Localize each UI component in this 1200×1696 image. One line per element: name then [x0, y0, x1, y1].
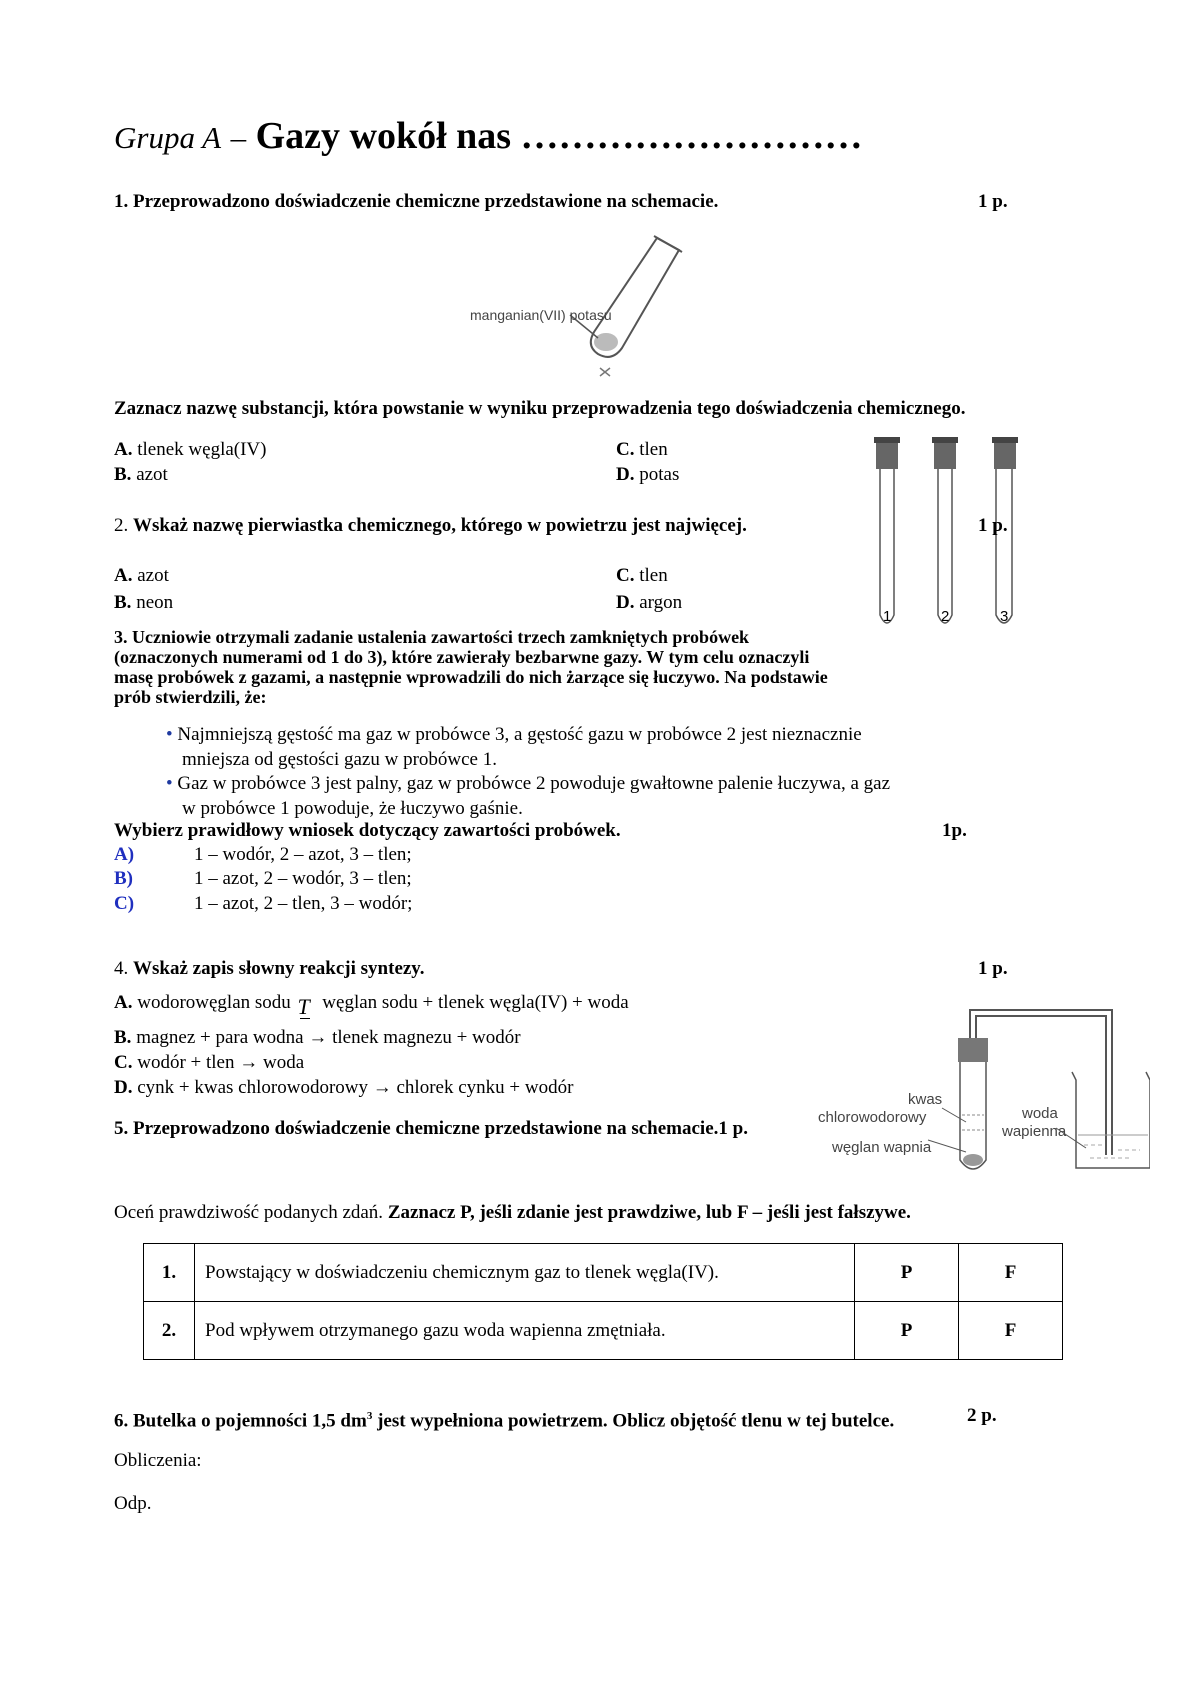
- q4-option-b[interactable]: B. magnez + para wodna → tlenek magnezu + wodór: [114, 1027, 521, 1048]
- q3-option-a[interactable]: A) 1 – wodór, 2 – azot, 3 – tlen;: [114, 844, 412, 865]
- page-title: Grupa A – Gazy wokół nas ………………………: [114, 115, 863, 157]
- tube-label-3: 3: [1000, 608, 1009, 625]
- label-woda: woda: [1022, 1105, 1058, 1122]
- q3-points: 1p.: [942, 820, 967, 841]
- label-kwas: kwas: [908, 1091, 943, 1108]
- q3-option-c[interactable]: C) 1 – azot, 2 – tlen, 3 – wodór;: [114, 893, 413, 914]
- q5-heading: 5. Przeprowadzono doświadczenie chemiczne przedstawione na schemacie.1 p.: [114, 1118, 748, 1139]
- q2-points: 1 p.: [978, 515, 1008, 536]
- label-weglan-wapnia: węglan wapnia: [832, 1139, 932, 1156]
- q6-calc-label[interactable]: Obliczenia:: [114, 1450, 202, 1471]
- q1-option-b[interactable]: B. azot: [114, 464, 168, 485]
- row1-true-cell[interactable]: P: [855, 1244, 959, 1302]
- q1-option-a[interactable]: A. tlenek węgla(IV): [114, 439, 267, 460]
- q1-heading: 1. Przeprowadzono doświadczenie chemiczne przedstawione na schemacie.: [114, 191, 719, 212]
- q1-option-c[interactable]: C. tlen: [616, 439, 668, 460]
- group-label: Grupa A: [114, 120, 222, 155]
- tube-label-2: 2: [941, 608, 950, 625]
- q2-heading: 2. Wskaż nazwę pierwiastka chemicznego, którego w powietrzu jest najwięcej.: [114, 515, 747, 536]
- tube-label-1: 1: [883, 608, 892, 625]
- q6-answer-label[interactable]: Odp.: [114, 1493, 152, 1514]
- row1-false-cell[interactable]: F: [959, 1244, 1063, 1302]
- q6-points: 2 p.: [967, 1405, 997, 1426]
- q4-heading: 4. Wskaż zapis słowny reakcji syntezy.: [114, 958, 425, 979]
- test-tube-icon: [570, 236, 682, 376]
- true-false-table: [143, 1243, 1063, 1360]
- q4-option-a[interactable]: A. wodorowęglan sodu T węglan sodu + tlenek węgla(IV) + woda: [114, 992, 629, 1019]
- q3-bullet-2: • Gaz w probówce 3 jest palny, gaz w probówce 2 powoduje gwałtowne palenie łuczywa, a gaz w probówce 1 powoduje, że łuczywo gaśnie.: [166, 773, 890, 819]
- q4-points: 1 p.: [978, 958, 1008, 979]
- q2-option-b[interactable]: B. neon: [114, 592, 174, 613]
- row2-false-cell[interactable]: F: [959, 1302, 1063, 1360]
- q2-option-d[interactable]: D. argon: [616, 592, 683, 613]
- q3-bullet-1: • Najmniejszą gęstość ma gaz w probówce 3, a gęstość gazu w probówce 2 jest nieznacznie mniejsza od gęstości gazu w probówce 1.: [166, 724, 862, 770]
- arrow-label-t: T: [297, 994, 310, 1019]
- q5-apparatus-figure: [810, 1000, 1150, 1175]
- title-text: Gazy wokół nas ………………………: [255, 115, 863, 157]
- row2-true-cell[interactable]: P: [855, 1302, 959, 1360]
- arrow-underscore: [300, 1018, 310, 1019]
- label-chlorowodorowy: chlorowodorowy: [818, 1109, 927, 1126]
- three-tubes-figure: [870, 435, 1040, 645]
- q4-option-c[interactable]: C. wodór + tlen → woda: [114, 1052, 305, 1073]
- q2-option-c[interactable]: C. tlen: [616, 565, 668, 586]
- label-wapienna: wapienna: [1002, 1123, 1067, 1140]
- q1-option-d[interactable]: D. potas: [616, 464, 680, 485]
- table-row: 1. Powstający w doświadczeniu chemicznym gaz to tlenek węgla(IV). P F: [144, 1244, 1063, 1302]
- q1-figure-label: manganian(VII) potasu: [470, 307, 612, 323]
- q2-option-a[interactable]: A. azot: [114, 565, 169, 586]
- q3-intro: 3. Uczniowie otrzymali zadanie ustalenia zawartości trzech zamkniętych probówek (oznaczonych numerami od 1 do 3), które zawierały bezbarwne gazy. W tym celu oznaczyli masę probówek z gazami, a następnie wprowadzili do nich żarzące się łuczywo. Na podstawie prób stwierdzili, że:: [114, 627, 828, 707]
- table-row: 2. Pod wpływem otrzymanego gazu woda wapienna zmętniała. P F: [144, 1302, 1063, 1360]
- q6-heading: 6. Butelka o pojemności 1,5 $dm^3$ jest wypełniona powietrzem. Oblicz objętość tlenu w tej butelce.: [114, 1410, 895, 1432]
- q1-points: 1 p.: [978, 191, 1008, 212]
- apparatus-icon: [928, 1010, 1150, 1169]
- q4-option-d[interactable]: D. cynk + kwas chlorowodorowy → chlorek cynku + wodór: [114, 1077, 574, 1098]
- q5-instruction: Oceń prawdziwość podanych zdań. Zaznacz P, jeśli zdanie jest prawdziwe, lub F – jeśli jest fałszywe.: [114, 1202, 911, 1223]
- q1-test-tube-figure: [460, 230, 750, 390]
- q3-option-b[interactable]: B) 1 – azot, 2 – wodór, 3 – tlen;: [114, 868, 412, 889]
- q1-question: Zaznacz nazwę substancji, która powstanie w wyniku przeprowadzenia tego doświadczenia chemicznego.: [114, 398, 966, 419]
- q3-question: Wybierz prawidłowy wniosek dotyczący zawartości probówek.: [114, 820, 621, 841]
